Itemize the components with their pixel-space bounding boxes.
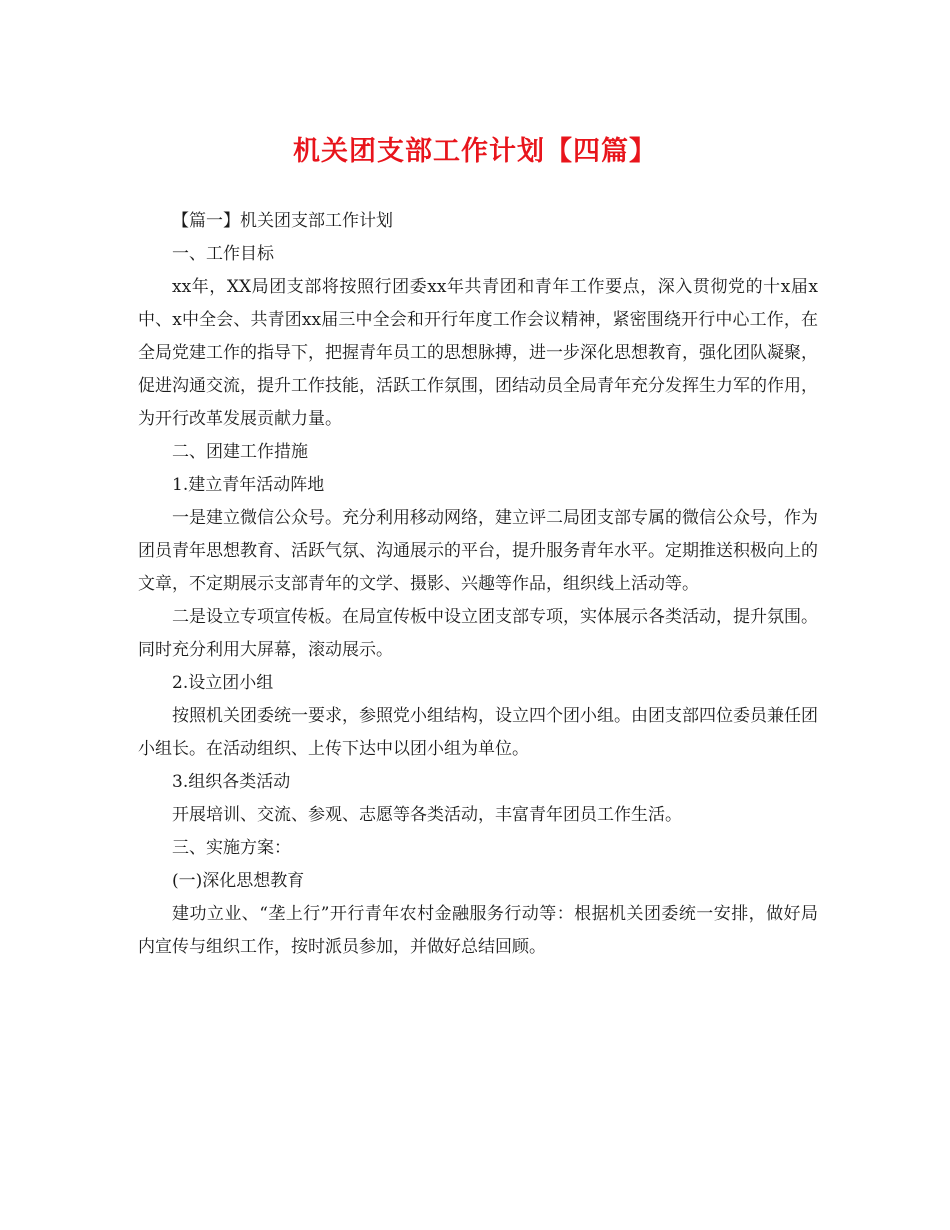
paragraph-body: 一是建立微信公众号。充分利用移动网络，建立评二局团支部专属的微信公众号，作为团员青年思想教育、活跃气氛、沟通展示的平台，提升服务青年水平。定期推送积极向上的文章，不定期展示支部青年的文学、摄影、兴趣等作品，组织线上活动等。 [138, 508, 818, 594]
paragraph-section-heading: 【篇一】机关团支部工作计划 [172, 211, 393, 231]
paragraph-heading: 二、团建工作措施 [172, 442, 308, 462]
paragraph-subheading: 3.组织各类活动 [172, 772, 291, 792]
paragraph-body: 开展培训、交流、参观、志愿等各类活动，丰富青年团员工作生活。 [172, 805, 682, 825]
paragraph-subheading: 2.设立团小组 [172, 673, 274, 693]
paragraph-subheading: 1.建立青年活动阵地 [172, 475, 325, 495]
paragraph-body: 二是设立专项宣传板。在局宣传板中设立团支部专项，实体展示各类活动，提升氛围。同时充分利用大屏幕，滚动展示。 [138, 607, 818, 660]
document-body [138, 205, 818, 964]
paragraph-heading: 一、工作目标 [172, 244, 274, 264]
paragraph-body: xx年，XX局团支部将按照行团委xx年共青团和青年工作要点，深入贯彻党的十x届x中、x中全会、共青团xx届三中全会和开行年度工作会议精神，紧密围绕开行中心工作，在全局党建工作的指导下，把握青年员工的思想脉搏，进一步深化思想教育，强化团队凝聚，促进沟通交流，提升工作技能，活跃工作氛围，团结动员全局青年充分发挥生力军的作用，为开行改革发展贡献力量。 [138, 277, 818, 429]
document-title: 机关团支部工作计划【四篇】 [293, 136, 657, 167]
paragraph-heading: 三、实施方案： [172, 838, 291, 858]
paragraph-body: 建功立业、“垄上行”开行青年农村金融服务行动等：根据机关团委统一安排，做好局内宣传与组织工作，按时派员参加，并做好总结回顾。 [138, 904, 818, 957]
paragraph-subheading: (一)深化思想教育 [172, 871, 305, 891]
paragraph-body: 按照机关团委统一要求，参照党小组结构，设立四个团小组。由团支部四位委员兼任团小组长。在活动组织、上传下达中以团小组为单位。 [138, 706, 818, 759]
